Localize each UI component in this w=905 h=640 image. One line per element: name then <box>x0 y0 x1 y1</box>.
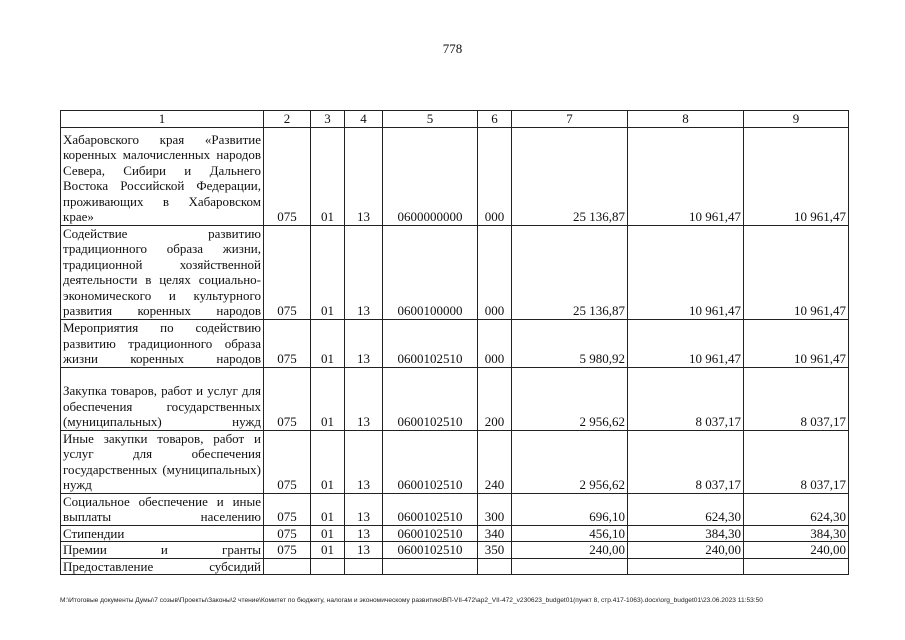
table-row <box>61 525 849 542</box>
cell-c8: 8 037,17 <box>628 367 744 430</box>
cell-c8: 624,30 <box>628 493 744 525</box>
row-name-cell: Премии и гранты <box>61 542 264 559</box>
cell-c9: 10 961,47 <box>744 127 849 225</box>
cell-c3: 01 <box>311 367 345 430</box>
cell-c9: 240,00 <box>744 542 849 559</box>
cell-c6: 200 <box>478 367 512 430</box>
cell-c2: 075 <box>264 319 311 367</box>
cell-c2: 075 <box>264 542 311 559</box>
cell-c8: 8 037,17 <box>628 430 744 493</box>
cell-c6: 000 <box>478 319 512 367</box>
cell-c6: 000 <box>478 225 512 319</box>
table-row <box>61 225 849 319</box>
cell-c3: 01 <box>311 319 345 367</box>
header-cell: 6 <box>478 111 512 128</box>
cell-c4: 13 <box>345 225 383 319</box>
cell-c6: 000 <box>478 127 512 225</box>
cell-c2: 075 <box>264 430 311 493</box>
header-cell: 3 <box>311 111 345 128</box>
cell-c9: 624,30 <box>744 493 849 525</box>
row-name-cell: Мероприятия по содействию развитию традиционного образа жизни коренных народов <box>61 319 264 367</box>
cell-c7: 696,10 <box>512 493 628 525</box>
cell-c3: 01 <box>311 225 345 319</box>
cell-c8: 10 961,47 <box>628 319 744 367</box>
cell-c6: 300 <box>478 493 512 525</box>
cell-c9: 10 961,47 <box>744 319 849 367</box>
row-name-cell: Стипендии <box>61 525 264 542</box>
cell-c4: 13 <box>345 367 383 430</box>
cell-c6: 240 <box>478 430 512 493</box>
header-cell: 7 <box>512 111 628 128</box>
cell-c3: 01 <box>311 430 345 493</box>
cell-c6: 340 <box>478 525 512 542</box>
cell-c5: 0600102510 <box>383 319 478 367</box>
cell-c2: 075 <box>264 225 311 319</box>
row-name-cell: Предоставление субсидий <box>61 558 264 575</box>
cell-c7: 456,10 <box>512 525 628 542</box>
cell-c8: 384,30 <box>628 525 744 542</box>
header-cell: 8 <box>628 111 744 128</box>
cell-c2: 075 <box>264 525 311 542</box>
cell-c5 <box>383 558 478 575</box>
cell-c2: 075 <box>264 367 311 430</box>
cell-c7: 2 956,62 <box>512 367 628 430</box>
cell-c8 <box>628 558 744 575</box>
row-name-cell: Иные закупки товаров, работ и услуг для обеспечения государственных (муниципальных) нужд <box>61 430 264 493</box>
cell-c7: 25 136,87 <box>512 127 628 225</box>
row-name-cell: Социальное обеспечение и иные выплаты населению <box>61 493 264 525</box>
table-row <box>61 493 849 525</box>
cell-c9: 8 037,17 <box>744 367 849 430</box>
header-cell: 9 <box>744 111 849 128</box>
cell-c3: 01 <box>311 525 345 542</box>
row-name-cell: Хабаровского края «Развитие коренных малочисленных народов Севера, Сибири и Дальнего Востока Российской Федерации, проживающих в Хабаровском крае» <box>61 127 264 225</box>
table-header-row <box>61 111 849 128</box>
cell-c5: 0600102510 <box>383 430 478 493</box>
cell-c2: 075 <box>264 127 311 225</box>
cell-c4: 13 <box>345 493 383 525</box>
cell-c4: 13 <box>345 430 383 493</box>
cell-c5: 0600000000 <box>383 127 478 225</box>
cell-c5: 0600102510 <box>383 493 478 525</box>
cell-c3 <box>311 558 345 575</box>
cell-c7: 5 980,92 <box>512 319 628 367</box>
cell-c8: 10 961,47 <box>628 225 744 319</box>
table-row <box>61 542 849 559</box>
cell-c2 <box>264 558 311 575</box>
cell-c7 <box>512 558 628 575</box>
cell-c5: 0600100000 <box>383 225 478 319</box>
cell-c2: 075 <box>264 493 311 525</box>
row-name-cell: Содействие развитию традиционного образа жизни, традиционной хозяйственной деятельности в целях социально-экономического и культурного развития коренных народов <box>61 225 264 319</box>
cell-c4: 13 <box>345 319 383 367</box>
cell-c7: 25 136,87 <box>512 225 628 319</box>
cell-c3: 01 <box>311 542 345 559</box>
cell-c4: 13 <box>345 542 383 559</box>
cell-c4 <box>345 558 383 575</box>
header-cell: 2 <box>264 111 311 128</box>
cell-c7: 2 956,62 <box>512 430 628 493</box>
file-path-footer: M:\Итоговые документы Думы\7 созыв\Проекты\Законы\2 чтение\Комитет по бюджету, налогам и экономическому развитию\ВП-VII-472\ap2_VII-472_v230623_budget01(пункт 8, стр.417-1063).docx\org_budget01\23.06.2023 11:53:50 <box>60 597 763 604</box>
header-cell: 1 <box>61 111 264 128</box>
cell-c9: 384,30 <box>744 525 849 542</box>
table-row <box>61 319 849 367</box>
cell-c8: 10 961,47 <box>628 127 744 225</box>
row-name-cell: Закупка товаров, работ и услуг для обеспечения государственных (муниципальных) нужд <box>61 367 264 430</box>
header-cell: 5 <box>383 111 478 128</box>
cell-c5: 0600102510 <box>383 367 478 430</box>
cell-c8: 240,00 <box>628 542 744 559</box>
cell-c5: 0600102510 <box>383 525 478 542</box>
cell-c5: 0600102510 <box>383 542 478 559</box>
page-number: 778 <box>442 41 463 56</box>
cell-c9: 8 037,17 <box>744 430 849 493</box>
cell-c6: 350 <box>478 542 512 559</box>
table-row <box>61 558 849 575</box>
cell-c7: 240,00 <box>512 542 628 559</box>
header-cell: 4 <box>345 111 383 128</box>
cell-c4: 13 <box>345 525 383 542</box>
table-row <box>61 430 849 493</box>
table-row <box>61 127 849 225</box>
cell-c4: 13 <box>345 127 383 225</box>
budget-table <box>60 110 849 575</box>
cell-c3: 01 <box>311 493 345 525</box>
cell-c9: 10 961,47 <box>744 225 849 319</box>
table-row <box>61 367 849 430</box>
cell-c6 <box>478 558 512 575</box>
cell-c9 <box>744 558 849 575</box>
cell-c3: 01 <box>311 127 345 225</box>
